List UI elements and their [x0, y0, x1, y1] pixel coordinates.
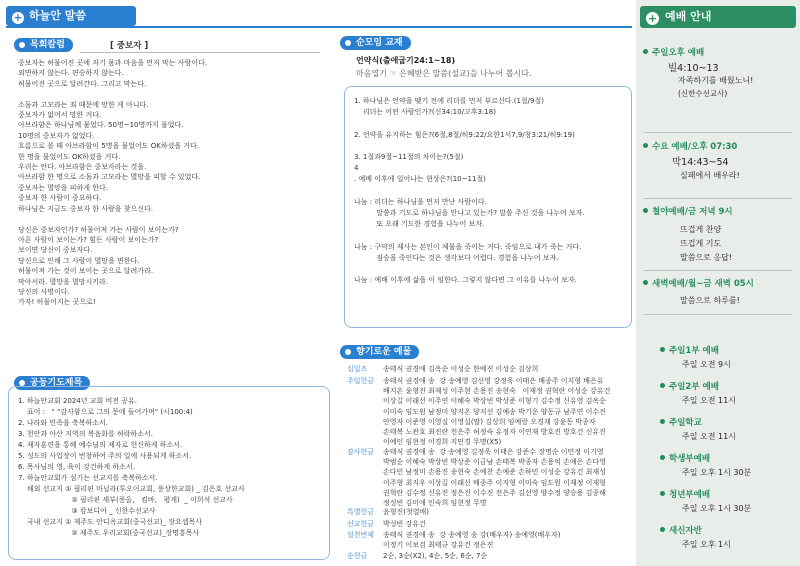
worship-item-name: 청년부예배: [660, 488, 710, 500]
cell-title: 언약식(출애굽기24:1~18): [356, 56, 456, 65]
column-label: 목회칼럼: [14, 38, 73, 52]
cell-subtitle: 마음열기 ☞ 은혜받은 말씀(설교)을 나누어 봅시다.: [356, 69, 532, 78]
offering-row-label: 주일헌금: [347, 377, 375, 385]
plus-icon: +: [647, 12, 658, 25]
worship-item-line: 주일 오전 11시: [682, 396, 736, 405]
section-title: 하늘안 말씀: [29, 9, 86, 22]
bullet-icon: [660, 455, 665, 460]
worship-item-line: 주일 오후 1시: [682, 540, 731, 549]
worship-item-line: 말씀으로 응답!: [680, 253, 733, 262]
worship-item-line: 말씀으로 하루를!: [680, 296, 740, 305]
offering-label: 향기로운 예물: [340, 345, 419, 359]
worship-item-line: 빌4:10~13: [668, 63, 719, 74]
worship-item-name: 주일1부 예배: [660, 344, 719, 356]
worship-item-name: 새신자반: [660, 524, 702, 536]
offering-row-text: 송태식 권경애 송 강 송예영 김선영 강정욱 이태은 배종주 이지형 배은유 배지온 윤형진 최재성 이주현 손용진 송현숙 이재정 권혁란 이성순 강유건 이상길 이래선 이주연 이혜숙 박상빈 박상준 이형기 김수정 신유영 김옥순 이미숙 임도원 남정미 양지온 양지선 김예송 박기운 양동규 남주연 이수진 안영자 이준영 이영실 이영실(딸) 김상희 임예랑 오경재 강윤동 박종자 손태복 노관호 최진란 전은주 허정숙 유정자 이연재 방호진 방호건 신유진 이예인 임현정 이경희 지민경 무명(X5): [383, 377, 611, 447]
cell-label: 순모임 교재: [340, 36, 411, 50]
worship-item-line: (신한수선교사): [678, 89, 728, 98]
offering-row-text: 송태식 권경애 송 강 송예영 송 강(배우자) 송예영(배우자) 이정기 이보검 최태규 강유건 정은진: [383, 531, 561, 550]
bullet-icon: [643, 49, 648, 54]
bullet-icon: [643, 143, 648, 148]
sidebar-divider: [644, 314, 792, 315]
offering-row-label: 선교헌금: [347, 520, 375, 528]
bullet-icon: [19, 42, 25, 48]
worship-item-name: 학생부예배: [660, 452, 710, 464]
offering-row-text: 윤형진(첫열매): [383, 508, 430, 516]
offering-row-text: 송태식 권경애 김옥순 이성순 한예진 이성순 김상희: [383, 365, 539, 373]
worship-item-name: 주일2부 예배: [660, 380, 719, 392]
prayer-label: 공동기도제목: [14, 376, 90, 390]
worship-item-name: 철야예배/금 저녁 9시: [643, 205, 733, 217]
worship-item-name: 주일학교: [660, 416, 702, 428]
offering-row-text: 송태식 권경애 송 강 송예영 김정욱 이태은 강준수 장명순 이민정 이기영 박범순 이혜숙 박상빈 박상준 이금남 손태복 박종자 손용익 손예은 손다영 손다민 남정미 손용진 송현숙 손예찬 손예준 손하민 이성순 강유건 최재성 이주형 최지우 이상길 이래선 배종주 이지형 이미숙 임도원 이재정 이재형 권혁란 김수정 신유진 정은진 이수진 전은주 김선영 양수정 양승용 김종해 정성빈 김미애 인숙희 임현정 무명: [383, 448, 606, 508]
column-body: 중보자는 허물어진 곳에 자기 몸과 마음을 먼저 막는 사람이다. 외면하지 않는다. 편승하지 않는다. 허물어진 곳으로 달려간다. 그리고 막는다. 소돔과 고모라는 죄 때문에 망한 게 아니다. 중보자가 없어서 망한 거다. 아브라함은 하나님께 물었다. 50명~10명까지 물었다. 10명의 중보자가 없었다. 흐름으로 볼 때 아브라함이 5명을 물었어도 OK하셨을 거다. 한 명을 물었어도 OK하셨을 거다. 우리는 안다. 아브라함은 중보자라는 것을. 아브라함 한 명으로 소돔과 고모라는 멸망을 피할 수 있었다. 중보자는 멸망을 피하게 한다. 중보자 한 사람이 중요하다. 하나님은 지금도 중보자 한 사람을 찾으신다. 당신은 중보자인가? 허물어져 가는 사람이 보이는가? 아픈 사람이 보이는가? 힘든 사람이 보이는가? 보이면 당신이 중보자다. 당신으로 인해 그 사람이 멸망을 면한다. 허물어져 가는 것이 보이는 곳으로 달려가라. 막아서라. 멸망을 멸망시키라. 당신의 사명이다. 가자! 허물어지는 곳으로!: [18, 59, 208, 307]
worship-item-line: 뜨겁게 찬양: [680, 225, 722, 234]
column-underline: [80, 52, 320, 53]
sidebar-divider: [644, 270, 792, 271]
bullet-icon: [660, 491, 665, 496]
cell-questions: 1. 하나님은 언약을 맺기 전에 리더를 먼저 부르신다.(1절/9절) 리더는 어떤 사람인가?(신34:10/고후3:18) 2. 언약을 유지하는 힘은?(6절,8절/히9:22/요한1서7,9/창3:21/히9:19) 3. 1절과9절~11절의 차이는?(5절) 4 . 예배 이후에 일어나는 현상은?(10~11절) 나눔 : 리더는 하나님을 먼저 만난 사람이다. 말씀과 기도로 하나님을 만나고 있는가? 말씀 주신 것을 나누어 보자. 또 오래 기도한 경험을 나누어 보자. 나눔 : 구약의 제사는 본인이 제물을 죽이는 거다. 죽임으로 내가 죽는 거다. 짐승을 죽인다는 것은 생각보다 어렵다. 경험을 나누어 보자. 나눔 : 예배 이후에 삶을 이 임한다. 그렇지 않다면 그 이유를 나누어 보자.: [354, 97, 585, 285]
bullet-icon: [660, 347, 665, 352]
worship-item-name: 새벽예배/월~금 새벽 05시: [643, 277, 754, 289]
column-subject: [ 중보자 ]: [110, 41, 149, 51]
offering-row-text: 2순, 3순(X2), 4순, 5순, 6순, 7순: [383, 552, 488, 560]
sidebar-divider: [644, 198, 792, 199]
worship-item-line: 주일 오후 1시 30분: [682, 468, 752, 477]
bullet-icon: [660, 527, 665, 532]
offering-row-label: 십일조: [347, 365, 368, 373]
worship-item-line: 주일 오전 9시: [682, 360, 731, 369]
header-divider: [6, 26, 632, 28]
worship-item-line: 주일 오전 11시: [682, 432, 736, 441]
bullet-icon: [345, 349, 351, 355]
worship-item-line: 막14:43~54: [672, 157, 729, 168]
bullet-icon: [660, 419, 665, 424]
offering-row-text: 박성빈 강유건: [383, 520, 426, 528]
offering-row-label: 순헌금: [347, 552, 368, 560]
bullet-icon: [643, 280, 648, 285]
offering-row-label: 일천번제: [347, 531, 375, 539]
worship-item-line: 실패에서 배우라!: [680, 171, 740, 180]
plus-icon: +: [13, 11, 23, 24]
section-header: [6, 6, 136, 26]
sidebar-divider: [644, 132, 792, 133]
bullet-icon: [660, 383, 665, 388]
worship-item-line: 뜨겁게 기도: [680, 239, 722, 248]
worship-header: + 예배 안내: [640, 6, 796, 28]
worship-item-name: 수요 예배/오후 07:30: [643, 140, 737, 152]
prayer-body: 1. 하늘안교회 2024년 교회 비전 공유. 표어 : " "감사함으로 그의 문에 들어가며" (시100:4) 2. 나라와 민족을 축복하소서. 3. 천안과 아산 지역의 복음화를 허락하소서. 4. 제자훈련을 통해 예수님의 제자로 헌신하게 하소서. 5. 성도의 사업장이 번창하여 주의 일에 사용되게 하소서. 6. 목사님의 영, 육이 강건하게 하소서. 7. 하늘안교회가 섬기는 선교지를 축복하소서. 해외 선교지 ① 필리핀 마닐라(투오이교회, 풍상한교회) _ 김은호 선교사 ② 필리핀 세부(풍올, 킴바, 평게) _ 이희석 선교사 ③ 캄보디아 _ 신한수선교사 국내 선교지 ① 제주도 안디옥교회(중국선교)_ 장요셉목사 ② 제주도 우리교회(중국선교)_장명흥목사: [18, 397, 245, 537]
worship-item-name: 주일오후 예배: [643, 46, 704, 58]
bullet-icon: [643, 208, 648, 213]
worship-item-line: 주일 오후 1시 30분: [682, 504, 752, 513]
offering-row-label: 특별헌금: [347, 508, 375, 516]
worship-item-line: 자족하기를 배웠노니!: [678, 76, 754, 85]
bullet-icon: [345, 40, 351, 46]
offering-row-label: 감사헌금: [347, 448, 375, 456]
